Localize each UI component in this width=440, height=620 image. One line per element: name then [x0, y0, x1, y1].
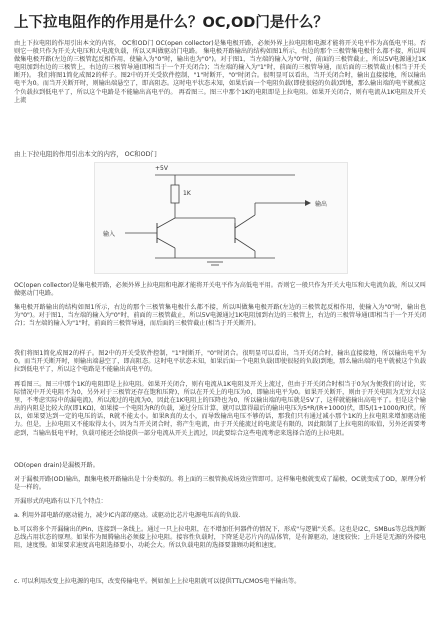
- od-detail-paragraph: 对于漏极开路(OD)输出，跟集电极开路输出是十分类似的。将上面的三极管换成场效应管即可。这样集电极就变成了漏极，OC就变成了OD，原理分析是一样的。: [14, 476, 426, 492]
- simplify-paragraph: 我们将图1简化成图2的样子。图2中的开关受软件控制，"1"时断开，"0"时闭合。很明显可以看出，当开关闭合时，输出直接接地，所以输出电平为0。而当开关断开时，则输出端悬空了，即高阻态。这时电平状态未知，如果后面一个电阻负载(即使很轻的负载)到地，那么输出端的电平就被这个负载拉到低电平了，所以这个电路是不能输出高电平的。: [14, 350, 426, 374]
- article-title: 上下拉电阻作的作用是什么？OC,OD门是什么？: [14, 15, 328, 31]
- feature-c: c. 可以利用改变上拉电源的电压，改变传输电平。例如加上上拉电阻就可以提供TTL/CMOS电平输出等。: [14, 578, 301, 585]
- pullup-paragraph: 再看图三。图三中那个1K的电阻即是上拉电阻。如果开关闭合，则有电流从1K电阻及开关上流过，但由于开关闭合时相当于0为(为便我们的讨论，实际情况中开关电阻不为0，另外对于三极管还存在饱和压降)，所以在开关上的电压为0，即输出电平为0。如果开关断开，则由于开关电阻为无穷大(这里，不考虑实际中的漏电流)，所以流过的电流为0，因此在1K电阻上的压降也为0，所以输出端的电压就是5V了，这样就能输出高电平了。但是这个输出的内阻是比较大的(即1KΩ)，如果接一个电阻为R的负载，通过分压计算，就可以算得最后的输出电压为5*R/(R+1000)伏，即5/(1+1000/R)伏。所以，如果要达到一定的电压的话，R就不能太小。如果R真的太小，而导致输出电压不够的话，那我们只有通过减小那个1K的上拉电阻来增加驱动能力。但是，上拉电阻又不能取得太小，因为当开关闭合时，将产生电流，由于开关能流过的电流是有限的，因此限制了上拉电阻的取值，另外还需要考虑到，当输出低电平时，负载可能还会给提供一部分电流从开关上流过，因此要综合这些电流考虑来选择合适的上拉电阻。: [14, 381, 426, 437]
- oc-paragraph: OC(open collector)是集电极开路，必须外界上拉电阻和电源才能将开关电平作为高低电平用。否则它一般只作为开关大电压和大电流负载，所以又叫做驱动门电路。: [14, 282, 426, 298]
- supply-label: +5V: [155, 165, 168, 172]
- feature-a: a. 利用外部电路的驱动能力，减少IC内部的驱动。或驱动比芯片电源电压高的负载.: [14, 512, 241, 519]
- intro-paragraph: 由上下拉电阻的作用引出本文的内容， OC和OD门 OC(open collector)是集电极开路，必须外界上拉电阻和电源才能将开关电平作为高低电平用。否则它一般只作为开关大电压和大电流负载，所以又叫做驱动门电路。 集电极开路输出的结构如图1所示，右边的那个三极管集电极什么都不接，所以叫做集电极开路(左边的三极管起反相作用，使输入为"0"时，输出也为"0")。对于图1，当左端的输入为"0"时，前面的三极管截止，所以5V电源通过1K电阻加到右边的三极管上，右边的三极管导通(即相当于一个开关闭合)；当左端的输入为"1"时，前面的三极管导通，而后面的三极管截止(相当于开关断开)。 我们将图1简化成图2的样子。图2中的开关受软件控制，"1"时断开，"0"时闭合。很明显可以看出，当开关闭合时，输出直接接地，所以输出电平为0。而当开关断开时，则输出端悬空了，即高阻态。这时电平状态未知，如果后面一个电阻负载(即使很轻的负载)到地，那么输出端的电平就被这个负载拉到低电平了，所以这个电路是不能输出高电平的。 再看图三。图三中那个1K的电阻即是上拉电阻。如果开关闭合，则有电流从1K电阻及开关上流: [14, 40, 426, 104]
- figure-caption: 由上下拉电阻的作用引出本文的内容， OC和OD门: [14, 150, 157, 158]
- feature-b: b.可以将多个开漏输出的Pin，连接到一条线上。通过一只上拉电阻，在不增加任何器件的情况下，形成"与逻辑"关系。这也是I2C，SMBus等总线判断总线占用状态的原理。如果作为图腾输出必须接上拉电阻。接容性负载时，下降延是芯片内的晶体管，是有源驱动，速度较快；上升延是无源的外接电阻，速度慢。如果要求速度高电阻选择要小，功耗会大。所以负载电阻的选择要兼顾功耗和速度。: [14, 526, 426, 550]
- circuit-drawing: [95, 163, 347, 273]
- od-paragraph: OD(open drain)是漏极开路。: [14, 462, 99, 469]
- output-label: 输出: [315, 201, 328, 208]
- structure-paragraph: 集电极开路输出的结构如图1所示，右边的那个三极管集电极什么都不接，所以叫做集电极开路(左边的三极管起反相作用，使输入为"0"时，输出也为"0")。对于图1，当左端的输入为"0"时，前面的三极管截止，所以5V电源通过1K电阻加到右边的三极管上，右边的三极管导通(即相当于一个开关闭合)；当左端的输入为"1"时，前面的三极管导通，而后面的三极管截止(相当于开关断开)。: [14, 304, 426, 328]
- circuit-diagram: [94, 162, 348, 274]
- features-intro: 开漏形式的电路有以下几个特点：: [14, 498, 107, 505]
- resistor-label: 1K: [183, 190, 191, 197]
- input-label: 输入: [103, 231, 116, 238]
